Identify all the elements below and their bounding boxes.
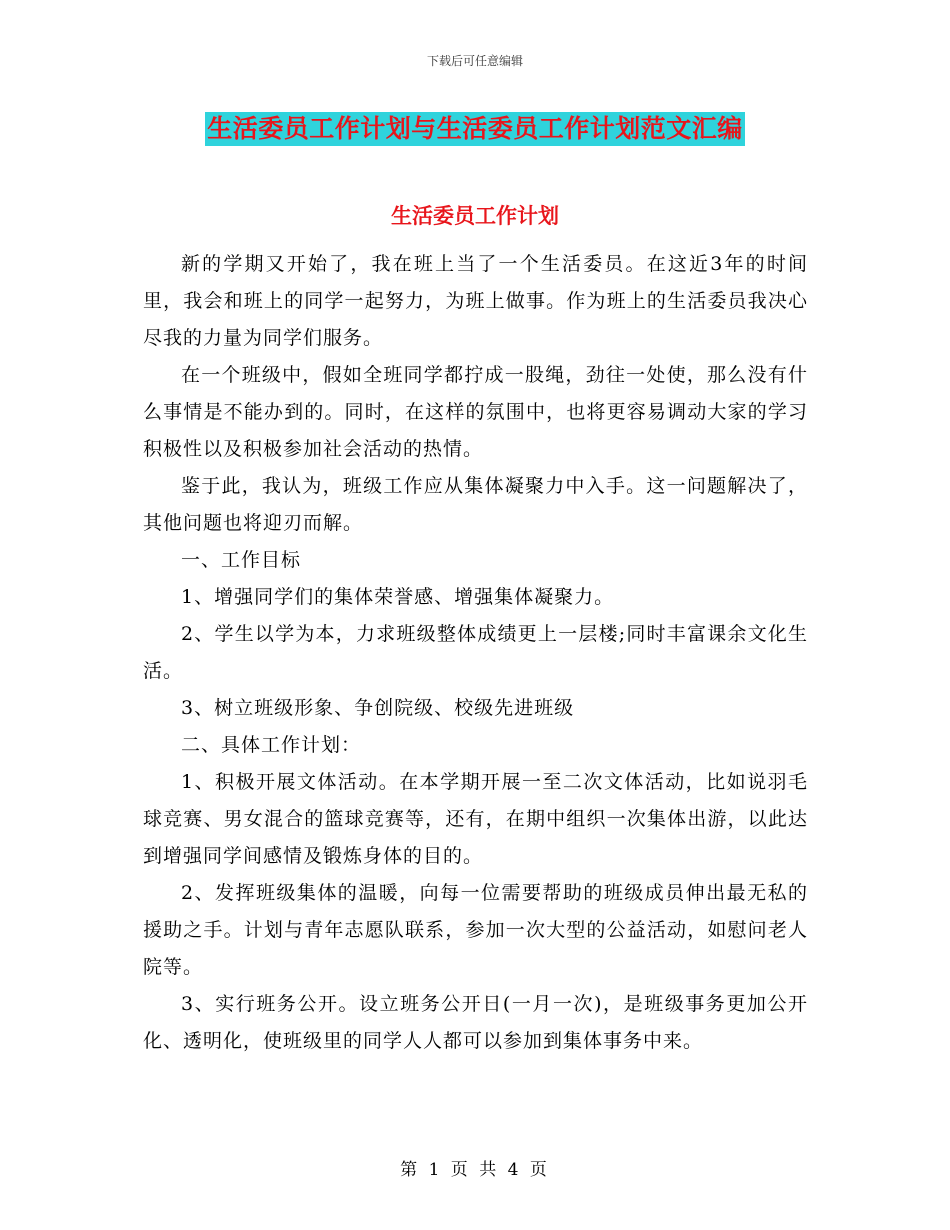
list-item: 3、树立班级形象、争创院级、校级先进班级 (181, 697, 575, 719)
list-item: 1、增强同学们的集体荣誉感、增强集体凝聚力。 (181, 586, 615, 608)
heading-work-goals: 一、工作目标 (181, 549, 302, 571)
page-header-note: 下载后可任意编辑 (426, 54, 523, 68)
page-number: 第 1 页 共 4 页 (400, 1160, 550, 1180)
paragraph: 在一个班级中，假如全班同学都拧成一股绳，劲往一处使，那么没有什么事情是不能办到的。同时，在这样的氛围中，也将更容易调动大家的学习积极性以及积极参加社会活动的热情。 (143, 364, 808, 460)
document-body (143, 246, 808, 1060)
list-item: 1、积极开展文体活动。在本学期开展一至二次文体活动，比如说羽毛球竞赛、男女混合的篮球竞赛等，还有，在期中组织一次集体出游，以此达到增强同学间感情及锻炼身体的目的。 (143, 771, 808, 867)
list-item: 3、实行班务公开。设立班务公开日(一月一次)，是班级事务更加公开化、透明化，使班级里的同学人人都可以参加到集体事务中来。 (143, 993, 808, 1052)
document-title-container (0, 112, 950, 146)
section-title: 生活委员工作计划 (391, 203, 559, 228)
list-item: 2、学生以学为本，力求班级整体成绩更上一层楼;同时丰富课余文化生活。 (143, 623, 808, 682)
paragraph: 新的学期又开始了，我在班上当了一个生活委员。在这近3年的时间里，我会和班上的同学一起努力，为班上做事。作为班上的生活委员我决心尽我的力量为同学们服务。 (143, 253, 808, 349)
paragraph: 鉴于此，我认为，班级工作应从集体凝聚力中入手。这一问题解决了，其他问题也将迎刃而解。 (143, 475, 808, 534)
list-item: 2、发挥班级集体的温暖，向每一位需要帮助的班级成员伸出最无私的援助之手。计划与青年志愿队联系，参加一次大型的公益活动，如慰问老人院等。 (143, 882, 808, 978)
heading-work-plan: 二、具体工作计划： (181, 734, 362, 756)
document-title: 生活委员工作计划与生活委员工作计划范文汇编 (205, 112, 745, 146)
